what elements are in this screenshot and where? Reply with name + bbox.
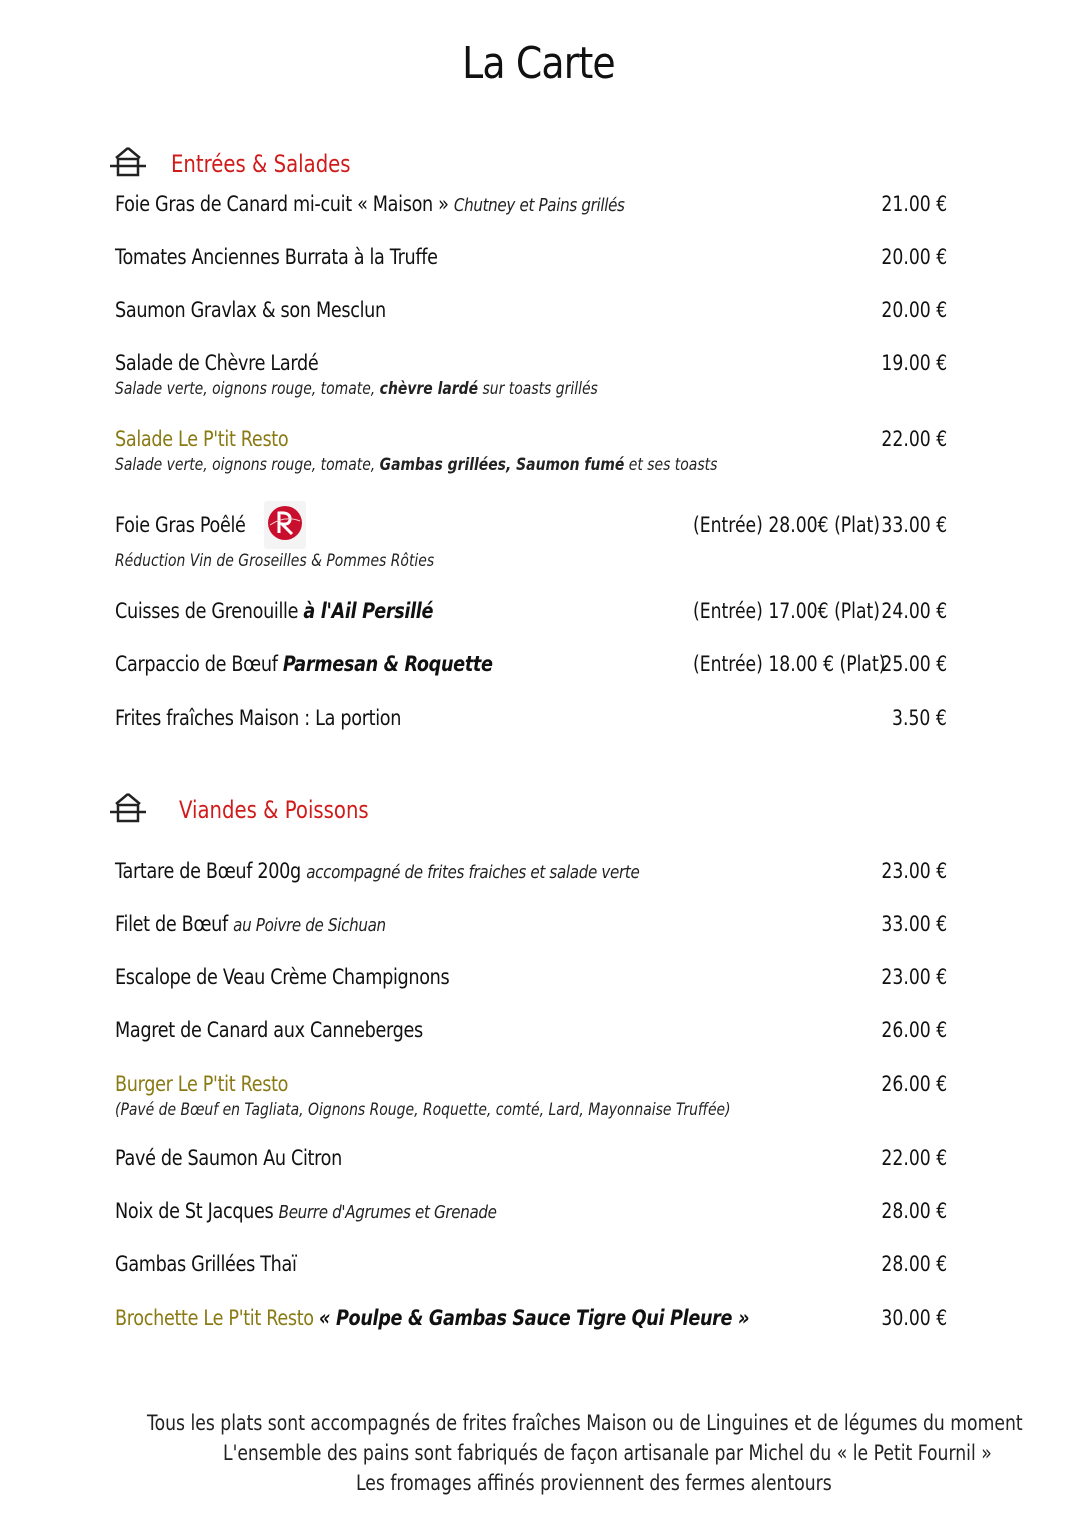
item-price: 30.00 €	[881, 1306, 947, 1330]
item-desc: La portion	[315, 706, 402, 730]
item-name: Escalope de Veau Crème Champignons	[115, 965, 450, 989]
item-name: Frites fraîches Maison :	[115, 706, 310, 730]
item-name: Filet de Bœuf	[115, 912, 228, 936]
page-title: La Carte	[462, 38, 615, 89]
item-name: Foie Gras Poêlé	[115, 513, 246, 537]
item-desc: accompagné de frites fraiches et salade verte	[306, 862, 640, 883]
item-price: 33.00 €	[881, 513, 947, 537]
item-price: 28.00 €	[881, 1199, 947, 1223]
item-price: 22.00 €	[881, 427, 947, 451]
item-price: 3.50 €	[892, 706, 947, 730]
item-price: 24.00 €	[881, 599, 947, 623]
item-desc: « Poulpe & Gambas Sauce Tigre Qui Pleure »	[319, 1306, 750, 1330]
item-name: Salade Le P'tit Resto	[115, 427, 289, 451]
item-name: Brochette Le P'tit Resto	[115, 1306, 314, 1330]
item-price: 28.00 €	[881, 1252, 947, 1276]
item-variants: (Entrée) 28.00€ (Plat)	[693, 513, 880, 537]
item-subtitle: Salade verte, oignons rouge, tomate, Gambas grillées, Saumon fumé et ses toasts	[115, 455, 718, 475]
footer-note: Tous les plats sont accompagnés de frites fraîches Maison ou de Linguines et de légumes du moment	[147, 1411, 1023, 1435]
footer-note: L'ensemble des pains sont fabriqués de façon artisanale par Michel du « le Petit Fournil »	[223, 1441, 992, 1465]
item-price: 20.00 €	[881, 245, 947, 269]
item-name: Tartare de Bœuf 200g	[115, 859, 301, 883]
item-name: Salade de Chèvre Lardé	[115, 351, 319, 375]
item-desc: Beurre d'Agrumes et Grenade	[278, 1202, 497, 1223]
item-variants: (Entrée) 18.00 € (Plat)	[693, 652, 886, 676]
item-subtitle: Salade verte, oignons rouge, tomate, chèvre lardé sur toasts grillés	[115, 379, 598, 399]
item-name: Foie Gras de Canard mi-cuit « Maison »	[115, 192, 449, 216]
item-price: 33.00 €	[881, 912, 947, 936]
item-name: Pavé de Saumon Au Citron	[115, 1146, 342, 1170]
item-price: 23.00 €	[881, 859, 947, 883]
item-desc: au Poivre de Sichuan	[233, 915, 386, 936]
item-desc: à l'Ail Persillé	[303, 599, 434, 623]
section-title: Viandes & Poissons	[179, 796, 369, 824]
item-subtitle: Réduction Vin de Groseilles & Pommes Rôties	[115, 551, 435, 571]
item-price: 22.00 €	[881, 1146, 947, 1170]
section-title: Entrées & Salades	[171, 150, 351, 178]
label-rouge-icon	[264, 501, 306, 549]
item-price: 19.00 €	[881, 351, 947, 375]
item-name: Magret de Canard aux Canneberges	[115, 1018, 423, 1042]
item-desc: Parmesan & Roquette	[282, 652, 493, 676]
item-price: 26.00 €	[881, 1072, 947, 1096]
item-price: 26.00 €	[881, 1018, 947, 1042]
house-outline-icon	[108, 792, 148, 824]
item-name: Gambas Grillées Thaï	[115, 1252, 297, 1276]
item-name: Carpaccio de Bœuf	[115, 652, 278, 676]
item-name: Cuisses de Grenouille	[115, 599, 299, 623]
item-name: Tomates Anciennes Burrata à la Truffe	[115, 245, 438, 269]
item-price: 21.00 €	[881, 192, 947, 216]
item-price: 23.00 €	[881, 965, 947, 989]
house-outline-icon	[108, 146, 148, 178]
footer-note: Les fromages affinés proviennent des fermes alentours	[356, 1471, 832, 1495]
item-name: Noix de St Jacques	[115, 1199, 274, 1223]
item-variants: (Entrée) 17.00€ (Plat)	[693, 599, 880, 623]
item-price: 25.00 €	[881, 652, 947, 676]
item-subtitle: (Pavé de Bœuf en Tagliata, Oignons Rouge, Roquette, comté, Lard, Mayonnaise Truffée)	[115, 1100, 731, 1120]
item-price: 20.00 €	[881, 298, 947, 322]
item-name: Saumon Gravlax & son Mesclun	[115, 298, 386, 322]
item-desc: Chutney et Pains grillés	[453, 195, 625, 216]
item-name: Burger Le P'tit Resto	[115, 1072, 289, 1096]
